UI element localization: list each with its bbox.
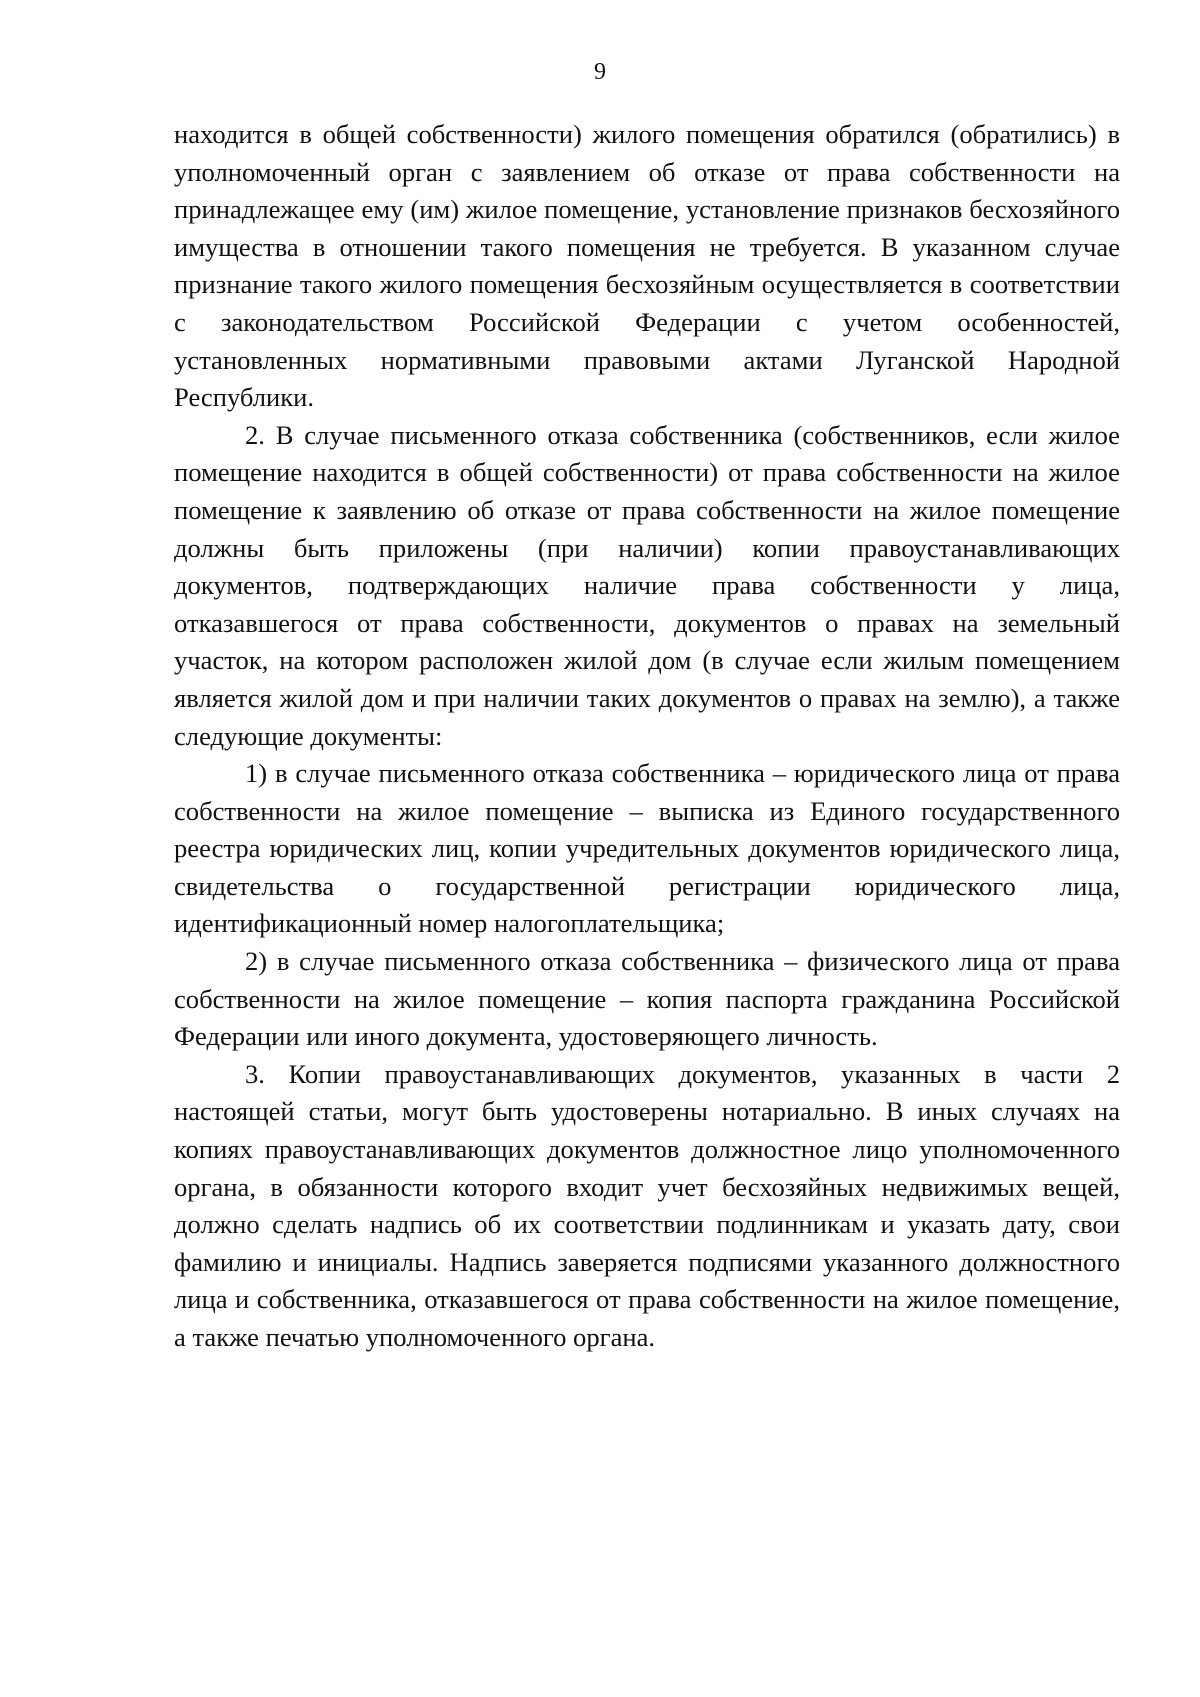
paragraph-continuation: находится в общей собственности) жилого помещения обратился (обратились) в уполномоченный орган с заявлением об отказе от права собственности на принадлежащее ему (им) жилое помещение, установление признаков бесхозяйного имущества в отношении такого помещения не требуется. В указанном случае признание такого жилого помещения бесхозяйным осуществляется в соответствии с законодательством Российской Федерации с учетом особенностей, установленных нормативными правовыми актами Луганской Народной Республики. [174,119,1120,413]
paragraph-part-3: 3. Копии правоустанавливающих документов, указанных в части 2 настоящей статьи, могут быть удостоверены нотариально. В иных случаях на копиях правоустанавливающих документов должностное лицо уполномоченного органа, в обязанности которого входит учет бесхозяйных недвижимых вещей, должно сделать надпись об их соответствии подлинникам и указать дату, свои фамилию и инициалы. Надпись заверяется подписями указанного должностного лица и собственника, отказавшегося от права собственности на жилое помещение, а также печатью уполномоченного органа. [174,1058,1120,1352]
paragraph-item-1: 1) в случае письменного отказа собственника – юридического лица от права собственности на жилое помещение – выписка из Единого государственного реестра юридических лиц, копии учредительных документов юридического лица, свидетельства о государственной регистрации юридического лица, идентификационный номер налогоплательщика; [174,758,1120,939]
document-body [174,116,1120,1357]
page-number: 9 [594,59,606,85]
paragraph-part-2: 2. В случае письменного отказа собственника (собственников, если жилое помещение находится в общей собственности) от права собственности на жилое помещение к заявлению об отказе от права собственности на жилое помещение должны быть приложены (при наличии) копии правоустанавливающих документов, подтверждающих наличие права собственности у лица, отказавшегося от права собственности, документов о правах на земельный участок, на котором расположен жилой дом (в случае если жилым помещением является жилой дом и при наличии таких документов о правах на землю), а также следующие документы: [174,419,1120,751]
paragraph-item-2: 2) в случае письменного отказа собственника – физического лица от права собственности на жилое помещение – копия паспорта гражданина Российской Федерации или иного документа, удостоверяющего личность. [174,946,1120,1052]
